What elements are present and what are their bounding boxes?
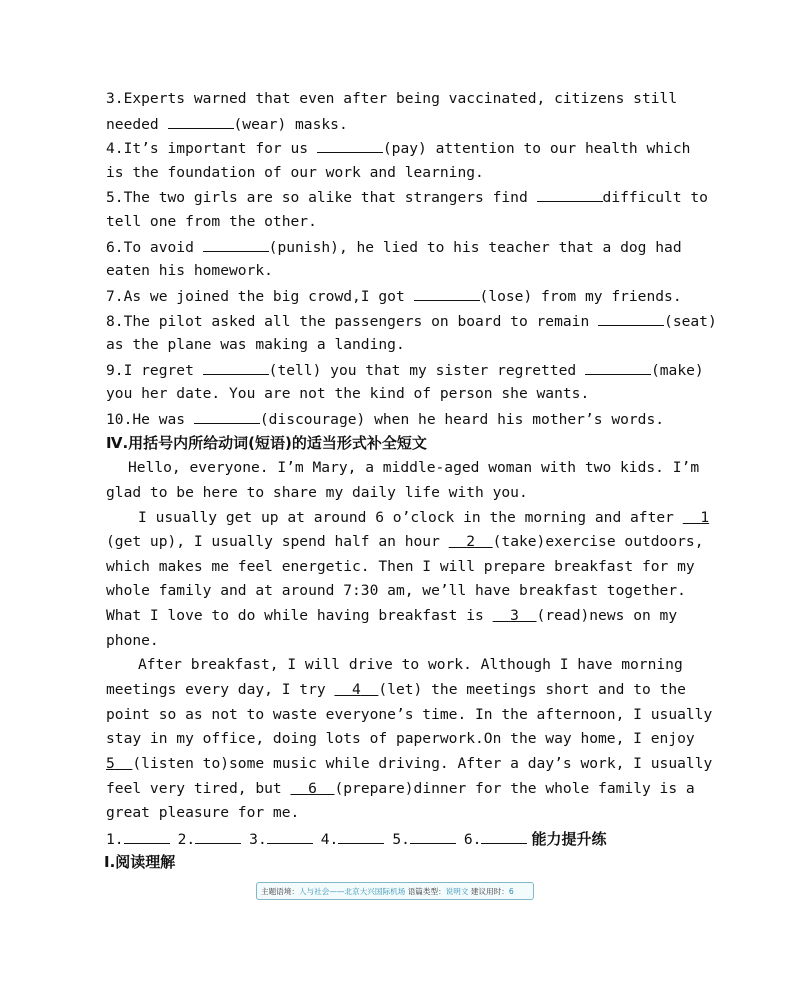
answer-blank[interactable] (267, 829, 313, 844)
item-6-line-1: 6.To avoid (punish), he lied to his teacher that a dog had (106, 239, 682, 256)
answer-blank[interactable] (414, 286, 480, 301)
passage-line: After breakfast, I will drive to work. Although I have morning (138, 656, 683, 673)
time-label: 建议用时： (470, 887, 509, 896)
answer-line: 1. 2. 3. 4. 5. 6. 能力提升练 (106, 830, 607, 848)
item-3-line-2: needed (wear) masks. (106, 116, 348, 133)
passage-line: stay in my office, doing lots of paperwork.On the way home, I enjoy (106, 730, 695, 747)
passage-line: which makes me feel energetic. Then I will prepare breakfast for my (106, 558, 695, 575)
passage-line: point so as not to waste everyone’s time. In the afternoon, I usually (106, 706, 713, 723)
passage-blank-4[interactable]: 4 (352, 681, 361, 698)
answer-blank[interactable] (585, 360, 651, 375)
answer-blank[interactable] (598, 311, 664, 326)
type-value: 说明文 (445, 887, 469, 896)
reading-section-heading: Ⅰ.阅读理解 (104, 853, 176, 871)
answer-blank[interactable] (410, 829, 456, 844)
passage-blank-6[interactable]: 6 (308, 780, 317, 797)
passage-blank-5[interactable]: 5 (106, 755, 115, 772)
theme-value: 人与社会——北京大兴国际机场 (298, 887, 406, 896)
item-10-line-1: 10.He was (discourage) when he heard his mother’s words. (106, 411, 665, 428)
item-4-line-2: is the foundation of our work and learning. (106, 164, 484, 181)
passage-line: glad to be here to share my daily life with you. (106, 484, 528, 501)
passage-line: What I love to do while having breakfast is 3 (read)news on my (106, 607, 678, 624)
passage-line: (get up), I usually spend half an hour 2 (take)exercise outdoors, (106, 533, 704, 550)
item-4-line-1: 4.It’s important for us (pay) attention to our health which (106, 140, 691, 157)
answer-blank[interactable] (203, 237, 269, 252)
passage-line: Hello, everyone. I’m Mary, a middle-aged woman with two kids. I’m (128, 459, 700, 476)
passage-line: I usually get up at around 6 o’clock in the morning and after 1 (138, 509, 710, 526)
item-6-line-2: eaten his homework. (106, 262, 273, 279)
passage-line: great pleasure for me. (106, 804, 300, 821)
topic-info-bar (256, 882, 534, 900)
passage-line: meetings every day, I try 4 (let) the meetings short and to the (106, 681, 686, 698)
answer-blank[interactable] (338, 829, 384, 844)
passage-line: phone. (106, 632, 159, 649)
type-label: 语篇类型： (407, 887, 446, 896)
theme-label: 主题语境： (261, 887, 299, 896)
passage-blank-1[interactable]: 1 (700, 509, 710, 526)
item-7-line-1: 7.As we joined the big crowd,I got (lose) from my friends. (106, 288, 682, 305)
answer-blank[interactable] (194, 409, 260, 424)
answer-blank[interactable] (481, 829, 527, 844)
item-9-line-1: 9.I regret (tell) you that my sister regretted (make) (106, 362, 704, 379)
item-5-line-1: 5.The two girls are so alike that strangers find difficult to (106, 189, 708, 206)
answer-blank[interactable] (203, 360, 269, 375)
passage-line: feel very tired, but 6 (prepare)dinner for the whole family is a (106, 780, 695, 797)
answer-blank[interactable] (168, 114, 234, 129)
answer-blank[interactable] (124, 829, 170, 844)
passage-blank-3[interactable]: 3 (510, 607, 519, 624)
answer-blank[interactable] (195, 829, 241, 844)
item-8-line-1: 8.The pilot asked all the passengers on board to remain (seat) (106, 313, 717, 330)
answer-blank[interactable] (537, 187, 603, 202)
section-4-heading: Ⅳ.用括号内所给动词(短语)的适当形式补全短文 (106, 434, 427, 452)
passage-line: 5 (listen to)some music while driving. After a day’s work, I usually (106, 755, 713, 772)
item-9-line-2: you her date. You are not the kind of person she wants. (106, 385, 590, 402)
item-8-line-2: as the plane was making a landing. (106, 336, 405, 353)
time-value: 6 (508, 887, 514, 896)
item-5-line-2: tell one from the other. (106, 213, 317, 230)
ability-section-heading: 能力提升练 (531, 830, 607, 848)
item-3-line-1: 3.Experts warned that even after being vaccinated, citizens still (106, 90, 678, 107)
passage-line: whole family and at around 7:30 am, we’ll have breakfast together. (106, 582, 686, 599)
passage-blank-2[interactable]: 2 (466, 533, 476, 550)
answer-blank[interactable] (317, 138, 383, 153)
